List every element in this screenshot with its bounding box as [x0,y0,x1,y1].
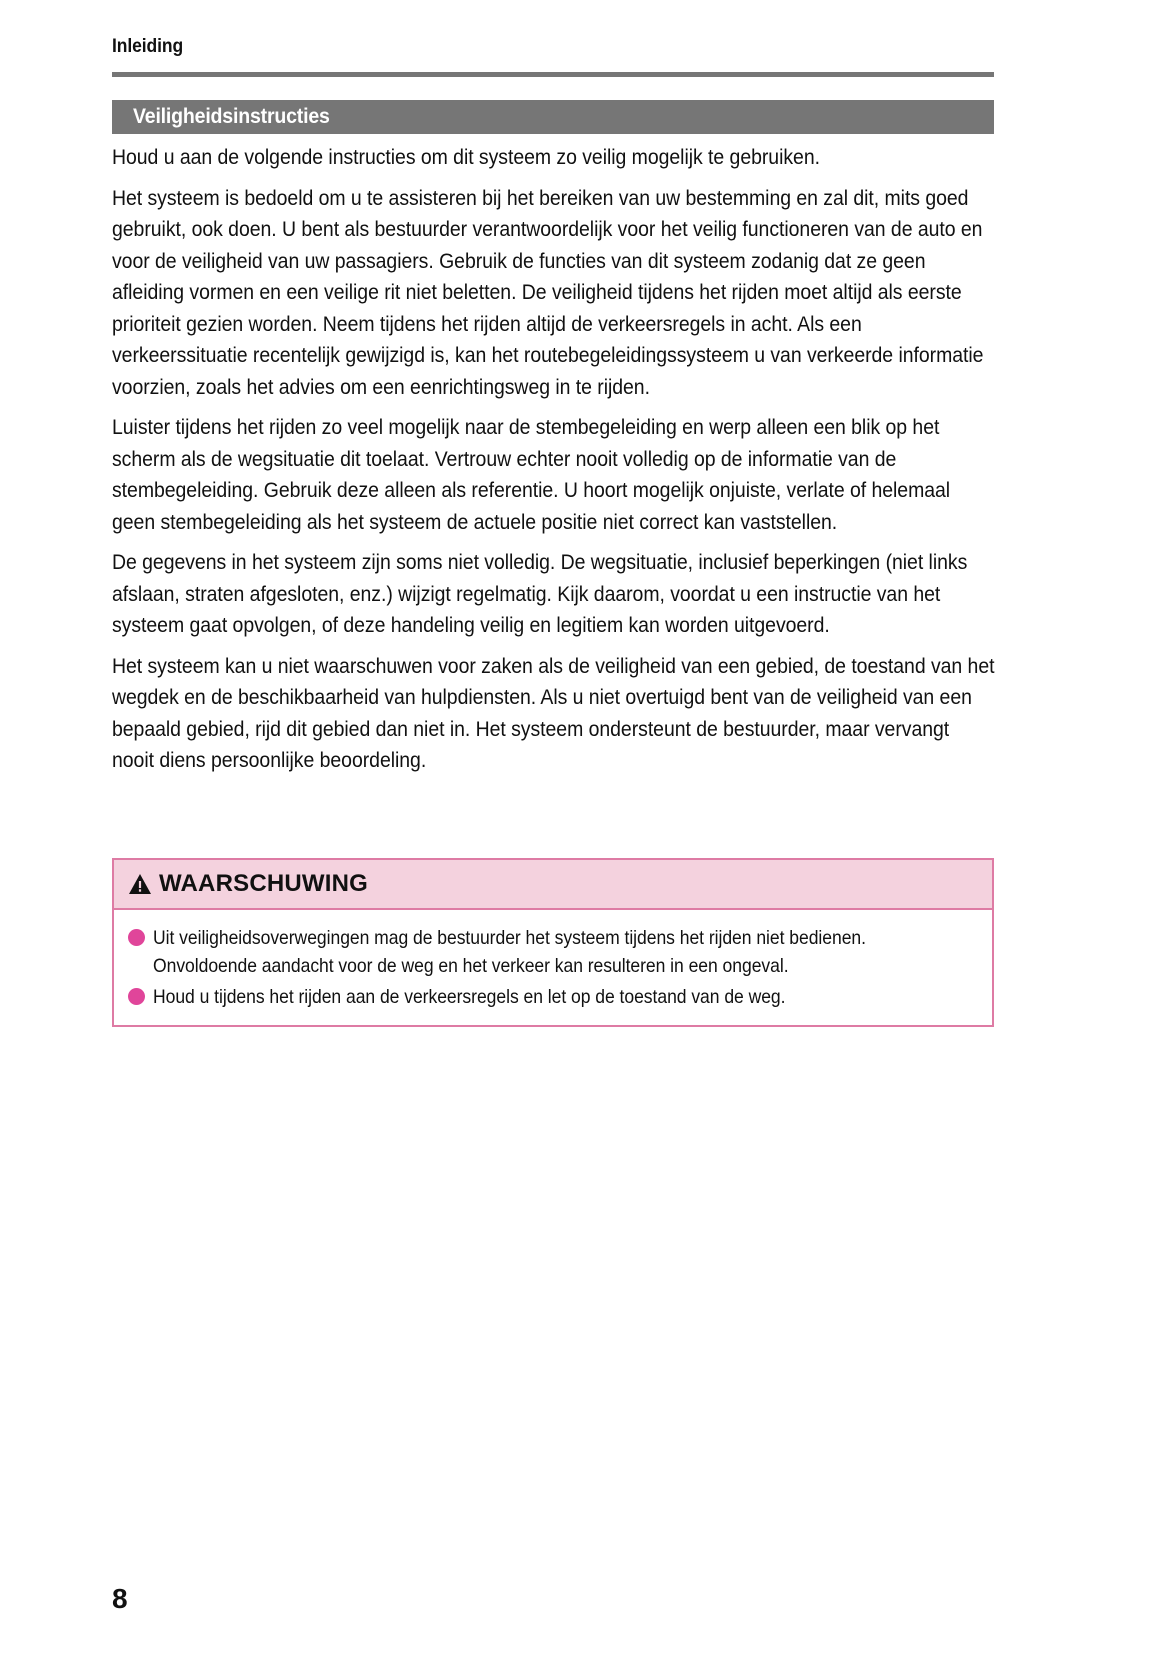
warning-title: WAARSCHUWING [159,870,369,897]
warning-item-text: Uit veiligheidsoverwegingen mag de bestuurder het systeem tijdens het rijden niet bedienen. Onvoldoende aandacht voor de weg en het verkeer kan resulteren in een ongeval. [153,927,866,977]
warning-item-text: Houd u tijdens het rijden aan de verkeersregels en let op de toestand van de weg. [153,986,786,1008]
body-text-block [112,142,996,777]
section-banner [112,100,994,134]
warning-triangle-icon [128,873,152,895]
paragraph: Houd u aan de volgende instructies om dit systeem zo veilig mogelijk te gebruiken. [112,145,820,169]
paragraph: Het systeem kan u niet waarschuwen voor zaken als de veiligheid van een gebied, de toestand van het wegdek en de beschikbaarheid van hulpdiensten. Als u niet overtuigd bent van de veiligheid van een bepaald gebied, rijd dit gebied dan niet in. Het systeem ondersteunt de bestuurder, maar vervangt nooit diens persoonlijke beoordeling. [112,653,995,772]
page-number: 8 [112,1583,128,1614]
bullet-icon [128,929,145,946]
bullet-icon [128,988,145,1005]
running-head: Inleiding [112,36,184,57]
warning-header [114,860,992,910]
section-banner-title: Veiligheidsinstructies [133,105,330,128]
header-rule [112,72,994,77]
warning-callout-box [112,858,994,1027]
warning-body [114,910,992,1025]
warning-list-item [128,924,974,980]
paragraph: Luister tijdens het rijden zo veel mogelijk naar de stembegeleiding en werp alleen een blik op het scherm als de wegsituatie dit toelaat. Vertrouw echter nooit volledig op de informatie van de stembegeleiding. Gebruik deze alleen als referentie. U hoort mogelijk onjuiste, verlate of helemaal geen stembegeleiding als het systeem de actuele positie niet correct kan vaststellen. [112,415,951,534]
warning-list-item [128,983,974,1011]
paragraph: Het systeem is bedoeld om u te assisteren bij het bereiken van uw bestemming en zal dit, mits goed gebruikt, ook doen. U bent als bestuurder verantwoordelijk voor het veilig functioneren van de auto en voor de veiligheid van uw passagiers. Gebruik de functies van dit systeem zodanig dat ze geen afleiding vormen en een veilige rit niet beletten. De veiligheid tijdens het rijden moet altijd als eerste prioriteit gezien worden. Neem tijdens het rijden altijd de verkeersregels in acht. Als een verkeerssituatie recentelijk gewijzigd is, kan het routebegeleidingssysteem u van verkeerde informatie voorzien, zoals het advies om een eenrichtingsweg in te rijden. [112,185,984,399]
paragraph: De gegevens in het systeem zijn soms niet volledig. De wegsituatie, inclusief beperkingen (niet links afslaan, straten afgesloten, enz.) wijzigt regelmatig. Kijk daarom, voordat u een instructie van het systeem gaat opvolgen, of deze handeling veilig en legitiem kan worden uitgevoerd. [112,550,968,637]
